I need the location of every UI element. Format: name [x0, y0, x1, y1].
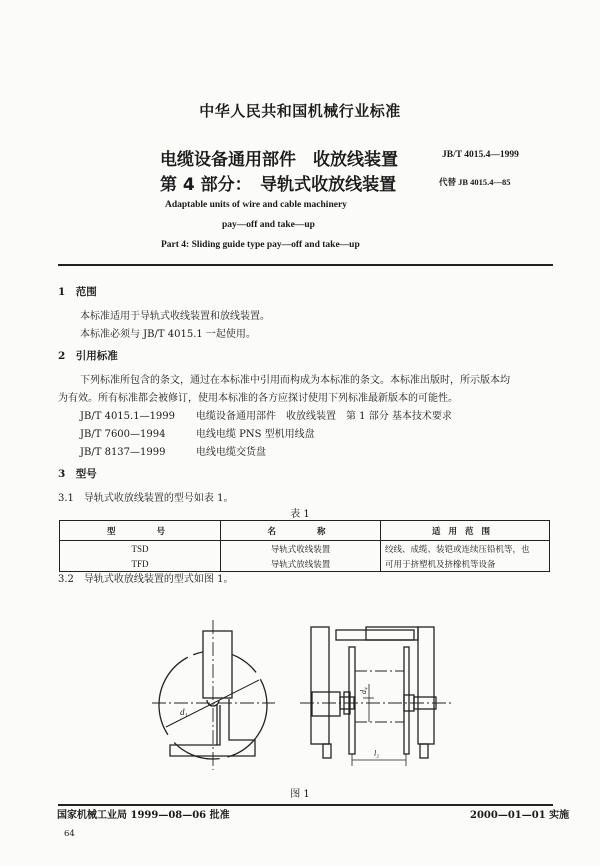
cell-model: TSD: [131, 543, 149, 554]
standard-category: 中华人民共和国机械行业标准: [199, 102, 401, 120]
reference-code: JB/T 4015.1—1999: [80, 411, 176, 422]
table-caption: 表 1: [290, 509, 310, 520]
reference-item: [80, 425, 315, 440]
reference-code: JB/T 8137—1999: [80, 447, 166, 458]
reference-title: 电线电缆 PNS 型机用线盘: [196, 429, 315, 440]
approval-date: 国家机械工业局 1999—08—06 批准: [57, 810, 230, 821]
figure-1-drawing: [0, 590, 600, 785]
section-3-heading: 3 型号: [58, 468, 97, 480]
figure-caption: 图 1: [290, 789, 310, 800]
header-divider: [58, 264, 553, 266]
label-d4: d₄: [359, 687, 368, 694]
header-model: 型 号: [60, 521, 221, 541]
standard-number: JB/T 4015.4—1999: [442, 150, 519, 160]
header-name: 名 称: [221, 521, 381, 541]
label-l2: l₂: [374, 749, 380, 758]
page-number: 64: [64, 829, 75, 839]
reference-title: 电缆设备通用部件 收放线装置 第 1 部分 基本技术要求: [196, 411, 452, 422]
section-1-paragraph: 本标准适用于导轨式收线装置和放线装置。: [80, 311, 270, 322]
clause-3-2: 3.2 导轨式收放线装置的型式如图 1。: [58, 574, 234, 585]
reference-item: [80, 407, 452, 422]
section-2-intro: 为有效。所有标准都会被修订，使用本标准的各方应探讨使用下列标准最新版本的可能性。: [58, 393, 458, 404]
reference-title: 电线电缆交货盘: [196, 447, 266, 458]
cell-scope: 绞线、成缆、装铠或连续压铅机等，也: [381, 541, 550, 557]
clause-3-1: 3.1 导轨式收放线装置的型号如表 1。: [58, 493, 234, 504]
cell-scope: 可用于挤塑机及挤橡机等设备: [381, 556, 550, 572]
label-d1: d₁: [180, 707, 188, 717]
section-2-heading: 2 引用标准: [58, 350, 118, 362]
section-1-heading: 1 范围: [58, 286, 97, 298]
title-line-2: 第 4 部分： 导轨式收放线装置: [160, 175, 397, 195]
english-title-line-3: Part 4: Sliding guide type pay—off and take—up: [161, 240, 360, 250]
table-header-row: [60, 521, 550, 541]
english-title-line-1: Adaptable units of wire and cable machinery: [165, 200, 347, 210]
cell-model: TFD: [131, 558, 149, 569]
title-line-1: 电缆设备通用部件 收放线装置: [160, 150, 398, 170]
reference-code: JB/T 7600—1994: [80, 429, 166, 440]
cell-name: 导轨式收线装置: [221, 541, 381, 557]
table-row: [60, 541, 550, 557]
reference-item: [80, 443, 266, 458]
section-2-intro: 下列标准所包含的条文，通过在本标准中引用而构成为本标准的条文。本标准出版时，所示版本均: [80, 375, 510, 386]
model-table: [59, 520, 550, 572]
header-scope: 适用范围: [381, 521, 550, 541]
cell-name: 导轨式放线装置: [221, 556, 381, 572]
effective-date: 2000—01—01 实施: [470, 810, 570, 821]
replaces-standard: 代替 JB 4015.4—85: [439, 177, 511, 187]
english-title-line-2: pay—off and take—up: [222, 220, 315, 230]
section-1-paragraph: 本标准必须与 JB/T 4015.1 一起使用。: [80, 329, 256, 340]
